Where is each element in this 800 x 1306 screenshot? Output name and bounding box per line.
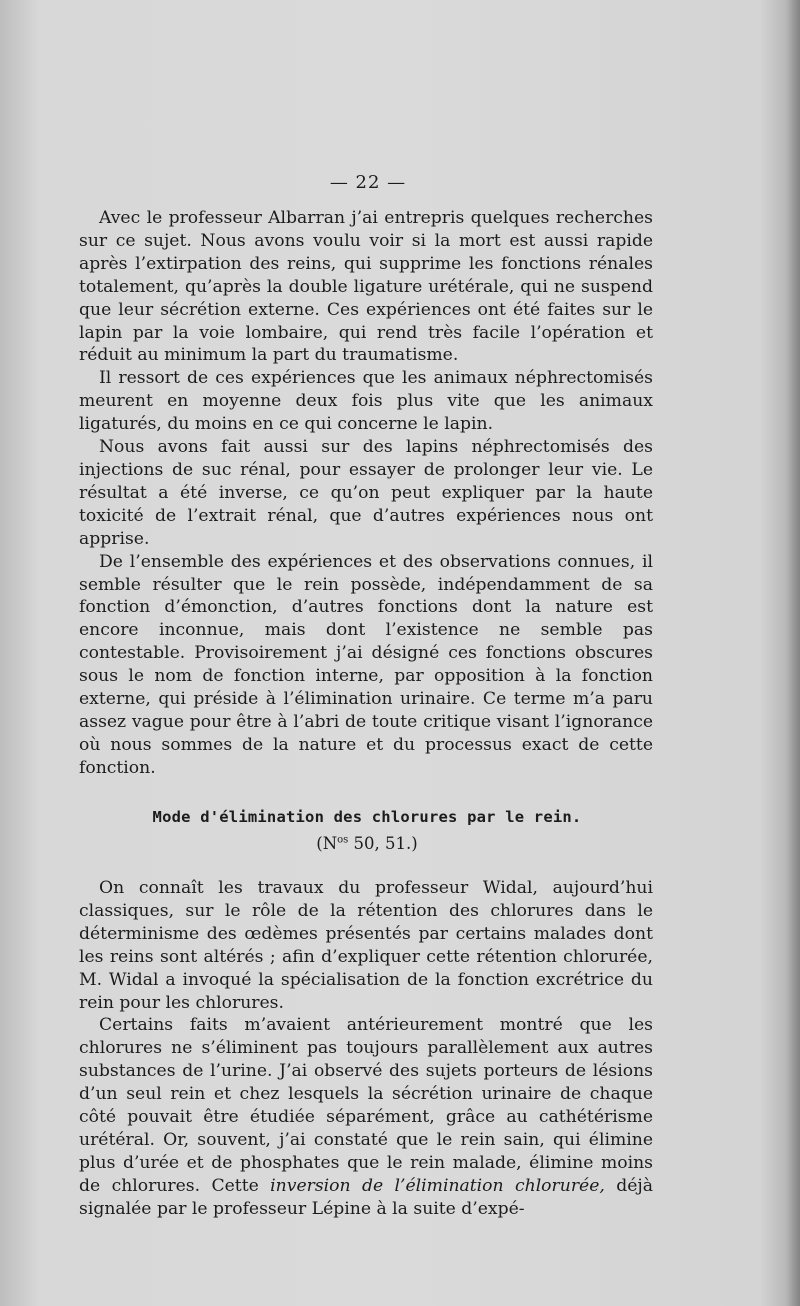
paragraph-text: Certains faits m’avaient antérieurement montré que les chlorures ne s’éliminent pas toujours parallèlement aux autres substances de l’urine. J’ai observé des sujets porteurs de lésions d’un seul rein et chez lesquels la sécrétion urinaire de chaque côté pouvait être étudiée séparément, grâce au cathétérisme urétéral. Or, souvent, j’ai constaté que le rein sain, qui élimine plus d’urée et de phosphates que le rein malade, élimine moins de chlorures. Cette xyxy=(79,1015,653,1196)
body-text-bottom xyxy=(79,877,653,1221)
paragraph: Il ressort de ces expériences que les animaux néphrectomisés meurent en moyenne deux fois plus vite que les animaux ligaturés, du moins en ce qui concerne le lapin. xyxy=(79,368,653,435)
italic-term: inversion de l’élimination chlorurée, xyxy=(270,1175,605,1196)
reference-numbers: 50, 51.) xyxy=(348,834,418,853)
paragraph-text: déjà signalée par le professeur Lépine à la suite d’expé- xyxy=(79,1175,653,1219)
reference-superscript: os xyxy=(337,834,349,846)
paragraph: Nous avons fait aussi sur des lapins néphrectomisés des injections de suc rénal, pour essayer de prolonger leur vie. Le résultat a été inverse, ce qu’on peut expliquer par la haute toxicité de l’extrait rénal, que d’autres expériences nous ont apprise. xyxy=(79,437,653,549)
reference-prefix: (N xyxy=(316,834,338,853)
paragraph: On connaît les travaux du professeur Widal, aujourd’hui classiques, sur le rôle de la rétention des chlorures dans le déterminisme des œdèmes présentés par certains malades dont les reins sont altérés ; afin d’expliquer cette rétention chlorurée, M. Widal a invoqué la spécialisation de la fonction excrétrice du rein pour les chlorures. xyxy=(79,878,653,1013)
page-edge-shadow xyxy=(786,0,800,1306)
page-number: — 22 — xyxy=(329,172,407,193)
paragraph: Avec le professeur Albarran j’ai entrepris quelques recherches sur ce sujet. Nous avons voulu voir si la mort est aussi rapide après l’extirpation des reins, qui supprime les fonctions rénales totalement, qu’après la double ligature urétérale, qui ne suspend que leur sécrétion externe. Ces expériences ont été faites sur le lapin par la voie lombaire, qui rend très facile l’opération et réduit au minimum la part du traumatisme. xyxy=(79,208,653,366)
section-reference xyxy=(79,834,655,853)
paragraph-last xyxy=(79,1014,653,1220)
body-text-top xyxy=(79,207,653,780)
section-title: Mode d'élimination des chlorures par le rein. xyxy=(152,808,582,826)
paragraph: De l’ensemble des expériences et des observations connues, il semble résulter que le rein possède, indépendamment de sa fonction d’émonction, d’autres fonctions dont la nature est encore inconnue, mais dont l’existence ne semble pas contestable. Provisoirement j’ai désigné ces fonctions obscures sous le nom de fonction interne, par opposition à la fonction externe, qui préside à l’élimination urinaire. Ce terme m’a paru assez vague pour être à l’abri de toute critique visant l’ignorance où nous sommes de la nature et du processus exact de cette fonction. xyxy=(79,551,653,778)
